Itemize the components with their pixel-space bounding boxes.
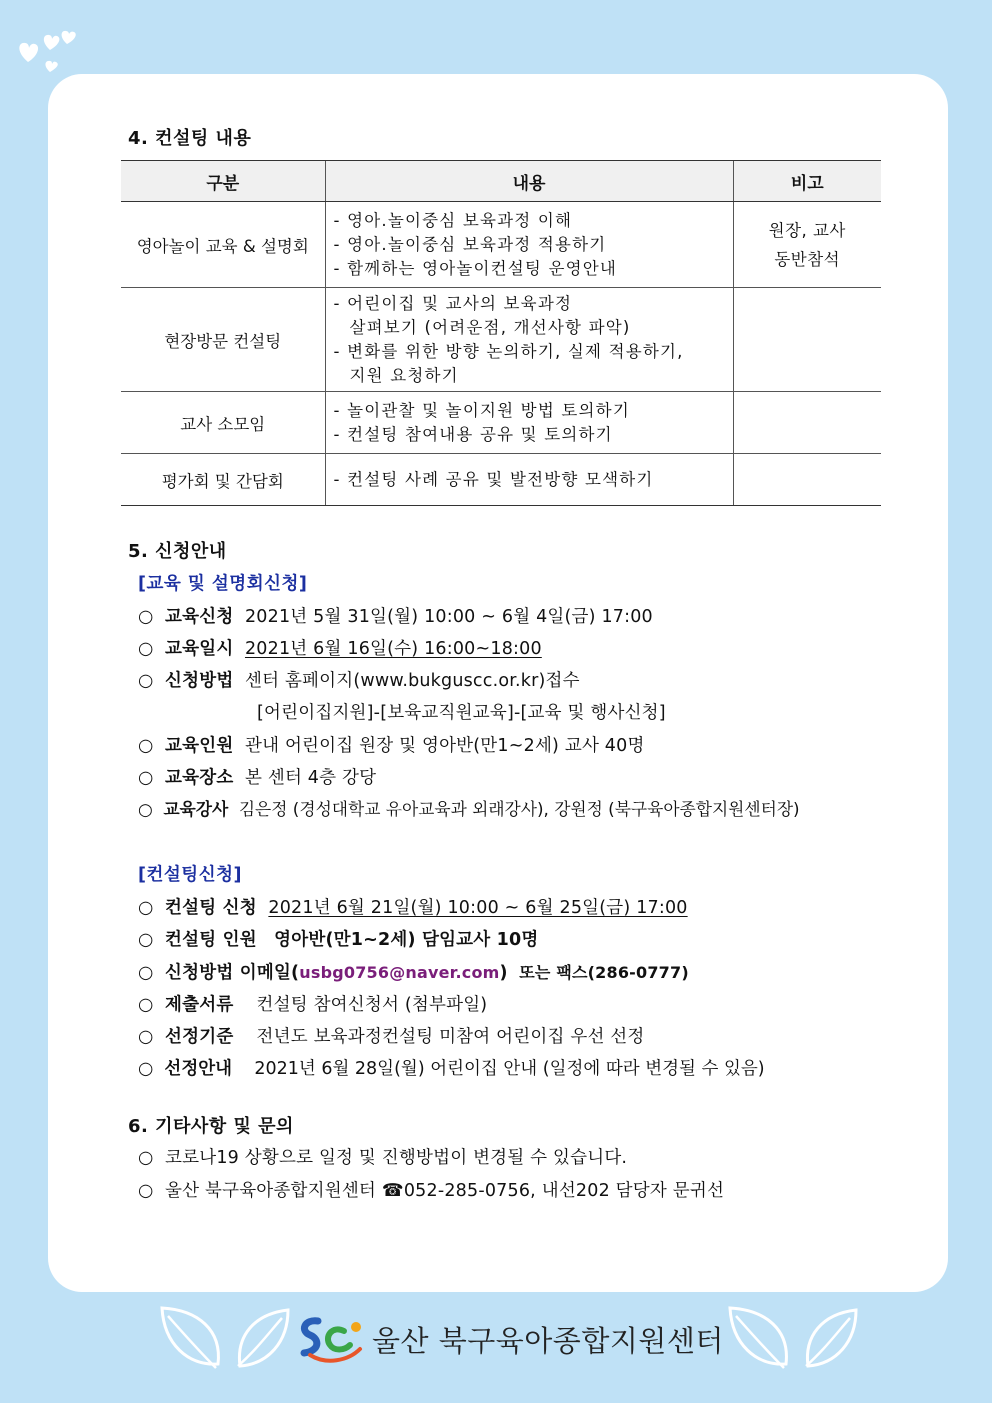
consult-item: [138, 991, 487, 1016]
table-row: [121, 392, 881, 454]
hearts-decoration-icon: [14, 22, 84, 72]
edu-item: [138, 764, 376, 789]
item-label: 교육강사: [163, 799, 229, 819]
edu-item: [138, 667, 580, 692]
content-line: - 변화를 위한 방향 논의하기, 실제 적용하기,: [333, 341, 684, 361]
item-label: 선정안내: [164, 1059, 233, 1079]
item-value: 컨설팅 참여신청서 (첨부파일): [256, 995, 488, 1015]
item-label: 교육일시: [165, 639, 234, 659]
edu-item-continuation: [어린이집지원]-[보육교직원교육]-[교육 및 행사신청]: [257, 703, 666, 723]
row-note: [733, 454, 881, 506]
item-label: 교육인원: [165, 736, 234, 756]
item-value: 또는 팩스(286-0777): [519, 963, 689, 982]
item-value: 김은정 (경성대학교 유아교육과 외래강사), 강원정 (북구육아종합지원센터장): [238, 799, 800, 819]
section5-title: 5. 신청안내: [128, 541, 227, 562]
header-category: 구분: [121, 161, 325, 202]
item-value: 관내 어린이집 원장 및 영아반(만1~2세) 교사 40명: [244, 736, 645, 756]
edu-heading: [교육 및 설명회신청]: [138, 574, 308, 594]
note-line: 동반참석: [774, 249, 841, 269]
bullet-circle-icon: ○: [138, 898, 154, 918]
consult-item: [138, 1055, 765, 1080]
leaf-icon: [800, 1306, 860, 1370]
item-value: 2021년 6월 16일(수) 16:00~18:00: [244, 639, 542, 659]
bullet-circle-icon: ○: [138, 963, 154, 983]
row-category: 영아놀이 교육 & 설명회: [121, 202, 325, 288]
leaf-icon: [726, 1304, 792, 1374]
content-line: - 어린이집 및 교사의 보육과정: [333, 293, 573, 313]
bullet-circle-icon: ○: [138, 736, 154, 756]
center-logo-icon: [296, 1313, 368, 1363]
item-value: 전년도 보육과정컨설팅 미참여 어린이집 우선 선정: [256, 1027, 645, 1047]
item-label: 컨설팅 신청: [165, 898, 257, 918]
item-label: 교육장소: [165, 768, 234, 788]
item-label: 신청방법 이메일: [165, 963, 292, 983]
row-category: 현장방문 컨설팅: [121, 288, 325, 392]
row-content: [325, 392, 733, 454]
bullet-circle-icon: ○: [138, 930, 154, 950]
bullet-circle-icon: ○: [138, 1181, 154, 1201]
bullet-circle-icon: ○: [138, 768, 154, 788]
note-line: 원장, 교사: [768, 220, 846, 240]
content-line: - 영아.놀이중심 보육과정 적용하기: [333, 234, 607, 254]
content-line: 지원 요청하기: [349, 365, 459, 385]
consult-item: [138, 894, 688, 919]
consulting-table: [121, 160, 881, 506]
header-note: 비고: [733, 161, 881, 202]
item-value: 본 센터 4층 강당: [244, 768, 377, 788]
content-line: - 컨설팅 사례 공유 및 발전방향 모색하기: [333, 469, 654, 489]
content-line: - 놀이관찰 및 놀이지원 방법 토의하기: [333, 400, 630, 420]
consult-item: [138, 926, 539, 951]
etc-item: [138, 1177, 724, 1202]
table-header-row: [121, 161, 881, 202]
bullet-circle-icon: ○: [138, 607, 154, 627]
item-label: 제출서류: [165, 995, 234, 1015]
row-note: [733, 392, 881, 454]
edu-item: [138, 635, 542, 660]
header-content: 내용: [325, 161, 733, 202]
etc-contact: 052-285-0756, 내선202 담당자 문귀선: [403, 1181, 725, 1201]
bullet-circle-icon: ○: [138, 1027, 154, 1047]
etc-text: 코로나19 상황으로 일정 및 진행방법이 변경될 수 있습니다.: [165, 1148, 628, 1168]
item-value: 2021년 5월 31일(월) 10:00 ~ 6월 4일(금) 17:00: [244, 607, 653, 627]
bullet-circle-icon: ○: [138, 995, 154, 1015]
content-line: - 영아.놀이중심 보육과정 이해: [333, 210, 573, 230]
content-line: - 함께하는 영아놀이컨설팅 운영안내: [333, 258, 618, 278]
leaf-icon: [158, 1304, 224, 1374]
table-row: [121, 288, 881, 392]
item-label: 신청방법: [165, 671, 234, 691]
row-category: 교사 소모임: [121, 392, 325, 454]
row-category: 평가회 및 간담회: [121, 454, 325, 506]
consult-item: [138, 1023, 645, 1048]
table-row: [121, 454, 881, 506]
item-value: 센터 홈페이지(www.bukguscc.or.kr)접수: [244, 671, 580, 691]
edu-item: [138, 603, 653, 628]
consult-heading: [컨설팅신청]: [138, 865, 243, 885]
table-row: [121, 202, 881, 288]
item-value: 영아반(만1~2세) 담임교사 10명: [274, 930, 539, 950]
item-value: 2021년 6월 21일(월) 10:00 ~ 6월 25일(금) 17:00: [268, 898, 688, 918]
bullet-circle-icon: ○: [138, 671, 154, 691]
row-note: [733, 288, 881, 392]
row-content: [325, 202, 733, 288]
bullet-circle-icon: ○: [138, 1059, 154, 1079]
footer-org-name: 울산 북구육아종합지원센터: [372, 1324, 724, 1358]
bullet-circle-icon: ○: [138, 799, 153, 819]
section6-title: 6. 기타사항 및 문의: [128, 1116, 294, 1137]
edu-item: [138, 796, 800, 820]
item-value: 2021년 6월 28일(월) 어린이집 안내 (일정에 따라 변경될 수 있음): [254, 1059, 765, 1079]
edu-item: [138, 732, 645, 757]
content-line: 살펴보기 (어려운점, 개선사항 파악): [349, 317, 631, 337]
etc-text: 울산 북구육아종합지원센터: [165, 1181, 377, 1201]
etc-item: [138, 1144, 627, 1169]
email-link[interactable]: usbg0756@naver.com: [299, 963, 500, 982]
bullet-circle-icon: ○: [138, 1148, 154, 1168]
consult-item: ○ 신청방법 이메일(usbg0756@naver.com) 또는 팩스(286-0777): [138, 963, 689, 983]
row-note: [733, 202, 881, 288]
item-label: 교육신청: [165, 607, 234, 627]
content-line: - 컨설팅 참여내용 공유 및 토의하기: [333, 424, 613, 444]
row-content: [325, 454, 733, 506]
leaf-icon: [232, 1306, 292, 1370]
bullet-circle-icon: ○: [138, 639, 154, 659]
item-label: 컨설팅 인원: [165, 930, 257, 950]
section4-title: 4. 컨설팅 내용: [128, 128, 252, 149]
item-label: 선정기준: [165, 1027, 234, 1047]
phone-icon: ☎: [381, 1181, 404, 1201]
row-content: [325, 288, 733, 392]
